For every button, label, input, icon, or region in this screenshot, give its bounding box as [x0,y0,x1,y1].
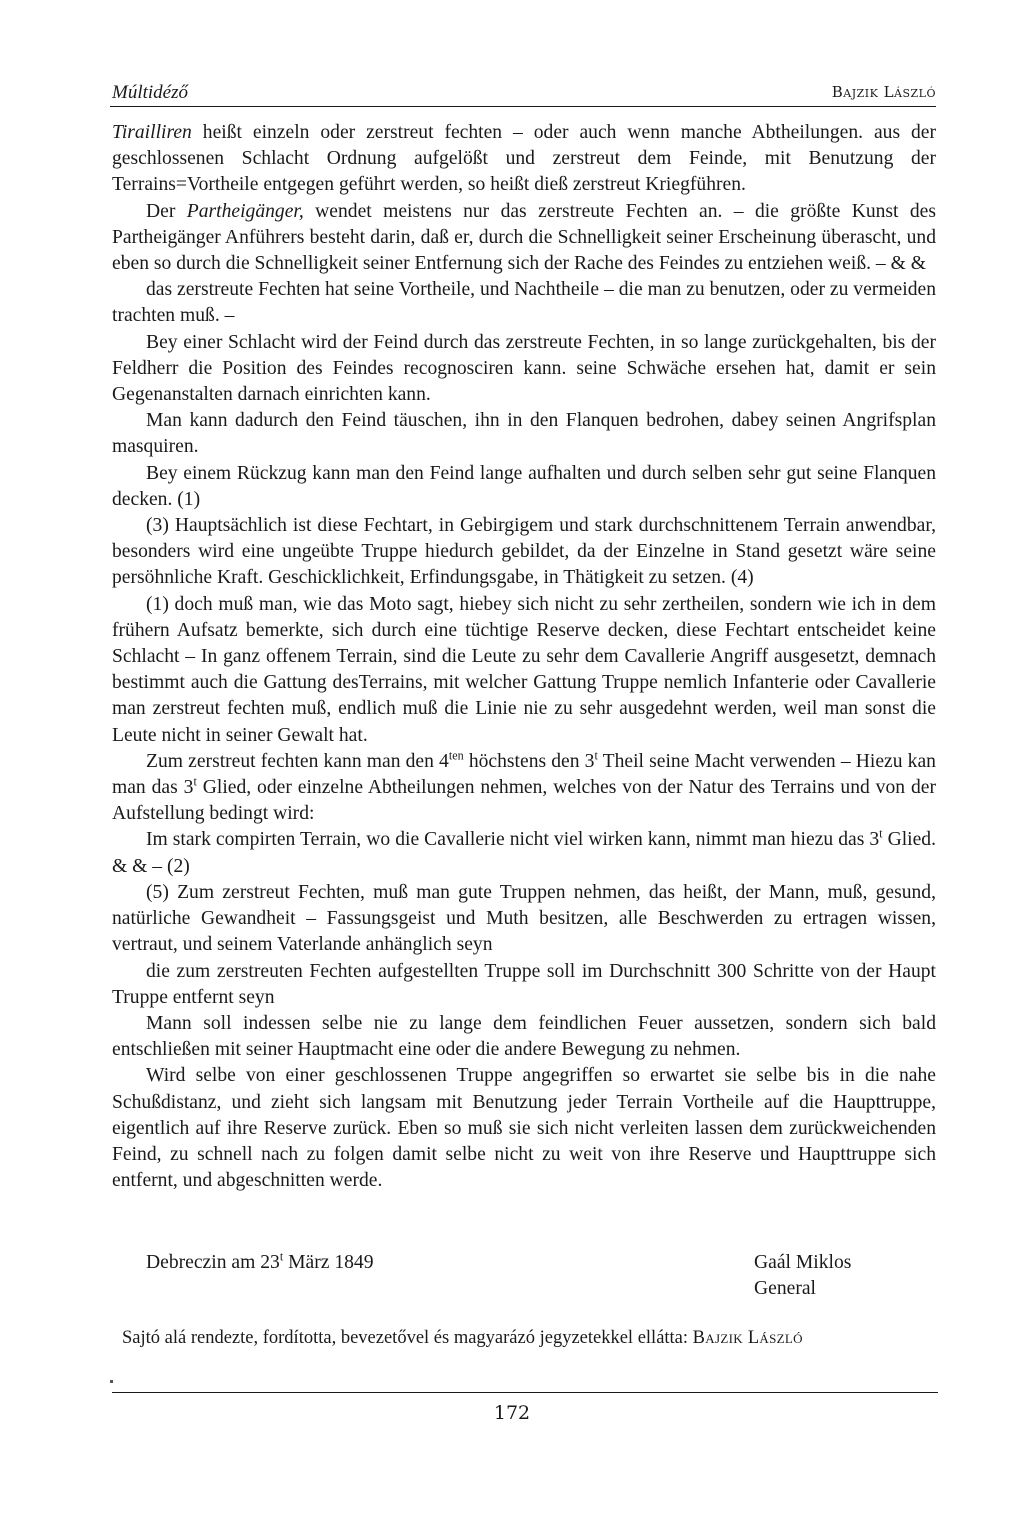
credit-text: Sajtó alá rendezte, fordította, bevezetővel és magyarázó jegyzetekkel ellátta: [122,1328,693,1348]
text-run: Man kann dadurch den Feind täuschen, ihn in den Flanquen bedrohen, dabey seinen Angrifsplan masquiren. [112,410,936,458]
paragraph [112,120,936,199]
text-run: das zerstreute Fechten hat seine Vortheile, und Nachtheile – die man zu benutzen, oder zu vermeiden trachten muß. – [112,279,936,327]
text-run: Zum zerstreut fechten kann man den 4 [146,750,449,772]
text-run: Glied, oder einzelne Abtheilungen nehmen, welches von der Natur des Terrains und von der Aufstellung bedingt wird: [112,777,936,825]
editor-credit [122,1328,803,1349]
superscript: t [594,748,598,763]
journal-title: Múltidéző [112,82,188,103]
superscript: t [193,774,197,789]
text-run: wendet meistens nur das zerstreute Fechten an. – die größte Kunst des Partheigänger Anführers besteht darin, daß er, durch die Schnelligkeit seiner Erscheinung überascht, und eben so durch die Schnelligkeit seiner Entfernung sich der Rache des Feindes zu entziehen weiß. – & & [112,200,937,275]
paragraph [112,1063,936,1194]
paragraph [112,959,936,1011]
paragraph [112,1011,936,1063]
text-run: (1) doch muß man, wie das Moto sagt, hiebey sich nicht zu sehr zertheilen, sondern wie ich in dem frühern Aufsatz bemerkte, sich durch eine tüchtige Reserve decken, diese Fechtart entscheidet keine Schlacht – In ganz offenem Terrain, sind die Leute zu sehr dem Cavallerie Angriff ausgesetzt, demnach bestimmt auch die Gattung desTerrains, mit welcher Gattung Truppe nemlich Infanterie oder Cavallerie man zerstreut fechten muß, endlich muß die Linie nie zu sehr ausgedehnt werden, weil man sonst die Leute nicht in seiner Gewalt hat. [112,593,936,746]
paragraph [112,592,936,749]
place-date: Debreczin am 23$^t$ März 1849 [146,1249,374,1273]
paragraph [112,880,936,959]
superscript: ten [448,748,464,763]
paragraph [112,513,936,592]
text-run: Im stark compirten Terrain, wo die Cavallerie nicht viel wirken kann, nimmt man hiezu das 3 [146,829,880,851]
paragraph [112,330,936,409]
page-number: 172 [493,1402,531,1424]
text-run: (3) Hauptsächlich ist diese Fechtart, in Gebirgigem und stark durchschnittenem Terrain anwendbar, besonders wird eine ungeübte Truppe hiedurch gebildet, da der Einzelne in Stand gesetzt wäre seine persöhnliche Kraft. Geschicklichkeit, Erfindungsgabe, in Thätigkeit zu setzen. (4) [112,515,936,589]
text-run: die zum zerstreuten Fechten aufgestellten Truppe soll im Durchschnitt 300 Schritte von der Haupt Truppe entfernt seyn [112,960,936,1008]
italic-term: Partheigänger, [186,200,304,222]
paragraph [112,277,936,329]
superscript: t [879,826,883,841]
text-run: Bey einer Schlacht wird der Feind durch das zerstreute Fechten, in so lange zurückgehalten, bis der Feldherr die Position des Feindes recognosciren kann. seine Schwäche ersehen hat, damit er sein Gegenanstalten darnach einrichten kann. [112,331,936,406]
paragraph [112,408,936,460]
paragraph [112,199,936,278]
italic-term: Tirailliren [112,122,192,143]
text-run: heißt einzeln oder zerstreut fechten – oder auch wenn manche Abtheilungen. aus der geschlossenen Schlacht Ordnung aufgelößt und zerstreut dem Feinde, mit Benutzung der Terrains=Vortheile entgegen geführt werden, so heißt dieß zerstreut Kriegführen. [112,122,936,196]
credit-name: Bajzik László [692,1328,803,1348]
footer-dot [110,1380,113,1383]
text-run: (5) Zum zerstreut Fechten, muß man gute Truppen nehmen, das heißt, der Mann, muß, gesund, natürliche Gewandheit – Fassungsgeist und Muth besitzen, alle Beschwerden zu ertragen wissen, vertraut, und seinem Vaterlande anhänglich seyn [112,881,936,956]
signatory-rank: General [754,1278,817,1299]
footer-rule [112,1392,938,1393]
paragraph [112,749,936,828]
text-run: Glied. & & – (2) [112,829,937,877]
text-run: Bey einem Rückzug kann man den Feind lange aufhalten und durch selben sehr gut seine Flanquen decken. (1) [112,462,936,510]
body-text [112,120,936,1194]
text-run: Mann soll indessen selbe nie zu lange dem feindlichen Feuer aussetzen, sondern sich bald entschließen mit seiner Hauptmacht eine oder die andere Bewegung zu nehmen. [112,1012,936,1061]
text-run: höchstens den 3 [463,750,595,772]
running-header [110,82,936,107]
header-author: Bajzik László [831,83,936,101]
paragraph [112,827,936,879]
signatory-name: Gaál Miklos [754,1252,852,1273]
text-run: Der [146,200,187,222]
text-run: Wird selbe von einer geschlossenen Truppe angegriffen so erwartet sie selbe bis in die nahe Schußdistanz, und zieht sich langsam mit Benutzung jeder Terrain Vortheile auf die Haupttruppe, eigentlich auf ihre Reserve zurück. Eben so muß sie sich nicht verleiten lassen dem zurückweichenden Feind, zu schnell nach zu folgen damit selbe nicht zu weit von ihre Reserve und Haupttruppe sich entfernt, und abgeschnitten werde. [112,1065,936,1192]
text-run: Theil seine Macht verwenden – Hiezu kan man das 3 [112,750,936,799]
paragraph [112,461,936,513]
